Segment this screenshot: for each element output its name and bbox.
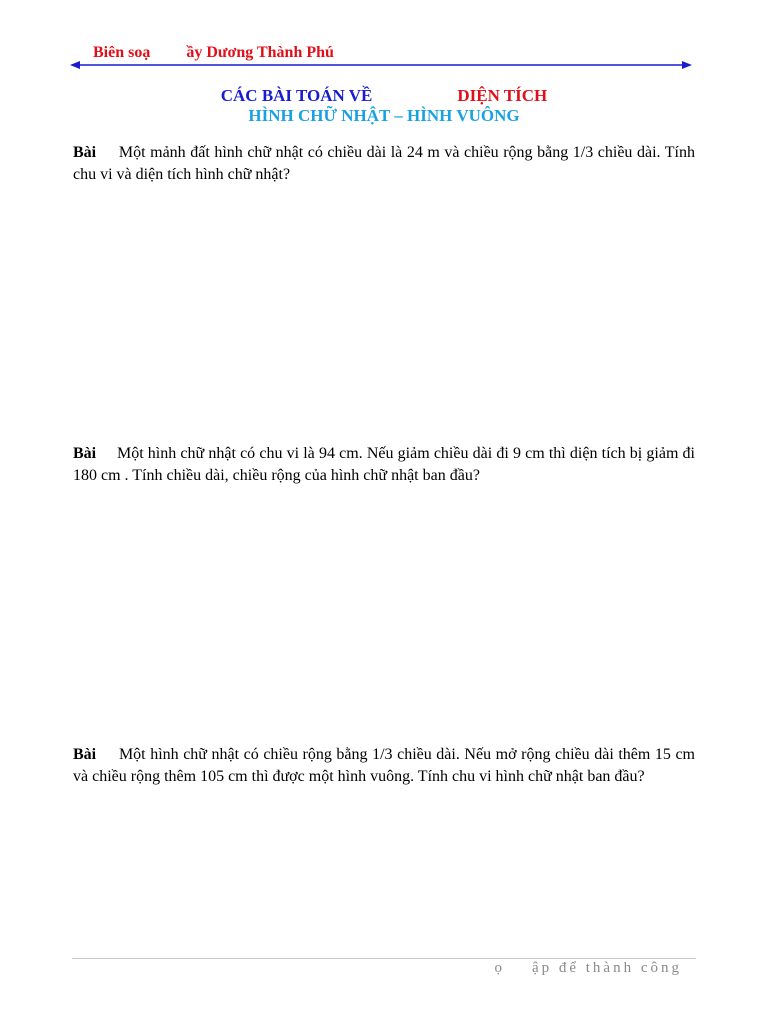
problem-text: Một mảnh đất hình chữ nhật có chiều dài là 24 m và chiều rộng bằng 1/3 chiều dài. Tính chu vi và diện tích hình chữ nhật? bbox=[73, 144, 696, 183]
title-part1: CÁC BÀI TOÁN VỀ bbox=[220, 86, 373, 105]
title-gap bbox=[372, 86, 457, 105]
author-credit: Biên soạ ầy Dương Thành Phú bbox=[93, 44, 334, 61]
problem-3 bbox=[73, 744, 695, 788]
document-title-line1 bbox=[0, 86, 768, 106]
problem-label: Bài bbox=[73, 746, 97, 763]
double-arrow-divider bbox=[70, 58, 692, 72]
problem-text: Một hình chữ nhật có chu vi là 94 cm. Nếu giảm chiều dài đi 9 cm thì diện tích bị giảm đi 180 cm . Tính chiều dài, chiều rộng của hình chữ nhật ban đầu? bbox=[73, 445, 696, 484]
problem-2 bbox=[73, 443, 695, 487]
document-title-line2: HÌNH CHỮ NHẬT – HÌNH VUÔNG bbox=[248, 106, 520, 125]
problem-label: Bài bbox=[73, 445, 97, 462]
problem-text: Một hình chữ nhật có chiều rộng bằng 1/3 chiều dài. Nếu mở rộng chiều dài thêm 15 cm và chiều rộng thêm 105 cm thì được một hình vuông. Tính chu vi hình chữ nhật ban đầu? bbox=[73, 746, 695, 785]
footer-slogan: ọ ập để thành công bbox=[494, 960, 682, 976]
problem-1 bbox=[73, 142, 695, 186]
problem-label: Bài bbox=[73, 144, 97, 161]
title-part2: DIỆN TÍCH bbox=[457, 86, 548, 105]
footer-divider bbox=[72, 958, 696, 959]
